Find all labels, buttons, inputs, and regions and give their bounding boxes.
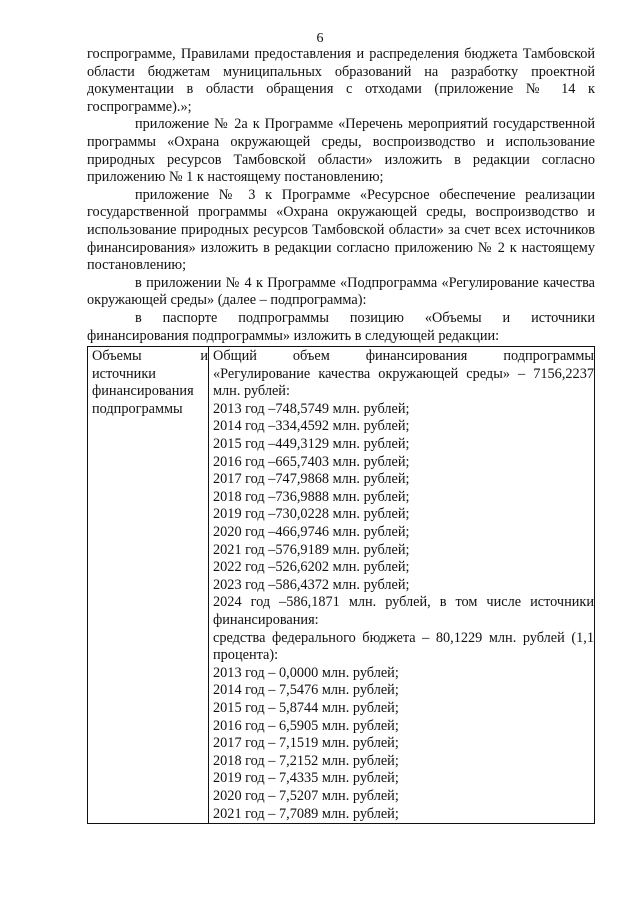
table-cell-label: [88, 347, 209, 824]
year-amount-line: 2019 год – 7,4335 млн. рублей;: [213, 770, 399, 787]
year-2024-line: 2024 год –586,1871 млн. рублей, в том числе источники финансирования:: [213, 594, 594, 628]
paragraph-5: в паспорте подпрограммы позицию «Объемы и источники финансирования подпрограммы» изложить в следующей редакции:: [87, 309, 595, 344]
year-amount-line: 2021 год – 7,7089 млн. рублей;: [213, 805, 399, 822]
year-amount-line: 2023 год –586,4372 млн. рублей;: [213, 576, 410, 593]
year-amount-line: 2013 год – 0,0000 млн. рублей;: [213, 664, 399, 681]
label-line: источники: [92, 365, 156, 382]
funding-intro: Общий объем финансирования подпрограммы «Регулирование качества окружающей среды» – 7156,2237 млн. рублей:: [213, 348, 594, 400]
year-amount-line: 2016 год –665,7403 млн. рублей;: [213, 453, 410, 470]
passport-table: [87, 346, 595, 824]
year-amount-line: 2018 год –736,9888 млн. рублей;: [213, 488, 410, 505]
label-line: [92, 348, 208, 366]
year-amount-line: 2016 год – 6,5905 млн. рублей;: [213, 717, 399, 734]
year-amount-line: 2017 год –747,9868 млн. рублей;: [213, 471, 410, 488]
year-amount-line: 2017 год – 7,1519 млн. рублей;: [213, 735, 399, 752]
federal-years-list: [213, 665, 594, 823]
label-line: финансирования: [92, 383, 194, 400]
label-word: Объемы: [92, 348, 142, 365]
paragraph-4: в приложении № 4 к Программе «Подпрограмма «Регулирование качества окружающей среды» (далее – подпрограмма):: [87, 274, 595, 309]
paragraph-2: приложение № 2а к Программе «Перечень мероприятий государственной программы «Охрана окружающей среды, воспроизводство и использование природных ресурсов Тамбовской области» изложить в редакции согласно приложению № 1 к настоящему постановлению;: [87, 116, 595, 186]
year-amount-line: 2018 год – 7,2152 млн. рублей;: [213, 752, 399, 769]
table-cell-value: [209, 347, 595, 824]
paragraph-3: приложение № 3 к Программе «Ресурсное обеспечение реализации государственной программы «Охрана окружающей среды, воспроизводство и использование природных ресурсов Тамбовской области» за счет всех источников финансирования» изложить в редакции согласно приложению № 2 к настоящему постановлению;: [87, 186, 595, 274]
federal-funding-intro: средства федерального бюджета – 80,1229 млн. рублей (1,1 процента):: [213, 629, 594, 664]
label-word: и: [200, 348, 208, 365]
document-body: [87, 46, 595, 824]
year-amount-line: 2013 год –748,5749 млн. рублей;: [213, 400, 410, 417]
label-line: подпрограммы: [92, 400, 183, 417]
table-row: [88, 347, 595, 824]
year-amount-line: 2015 год – 5,8744 млн. рублей;: [213, 699, 399, 716]
year-amount-line: 2014 год – 7,5476 млн. рублей;: [213, 682, 399, 699]
page-number: 6: [316, 31, 324, 46]
paragraph-1: госпрограмме, Правилами предоставления и распределения бюджета Тамбовской области бюджетам муниципальных образований на разработку проектной документации в области обращения с отходами (приложение № 14 к госпрограмме).»;: [87, 46, 595, 115]
year-amount-line: 2019 год –730,0228 млн. рублей;: [213, 506, 410, 523]
year-amount-line: 2022 год –526,6202 млн. рублей;: [213, 559, 410, 576]
year-amount-line: 2015 год –449,3129 млн. рублей;: [213, 436, 410, 453]
year-amount-line: 2021 год –576,9189 млн. рублей;: [213, 541, 410, 558]
year-amount-line: 2020 год –466,9746 млн. рублей;: [213, 524, 410, 541]
year-amount-line: 2014 год –334,4592 млн. рублей;: [213, 418, 410, 435]
year-amount-line: 2020 год – 7,5207 млн. рублей;: [213, 787, 399, 804]
total-years-list: [213, 401, 594, 595]
